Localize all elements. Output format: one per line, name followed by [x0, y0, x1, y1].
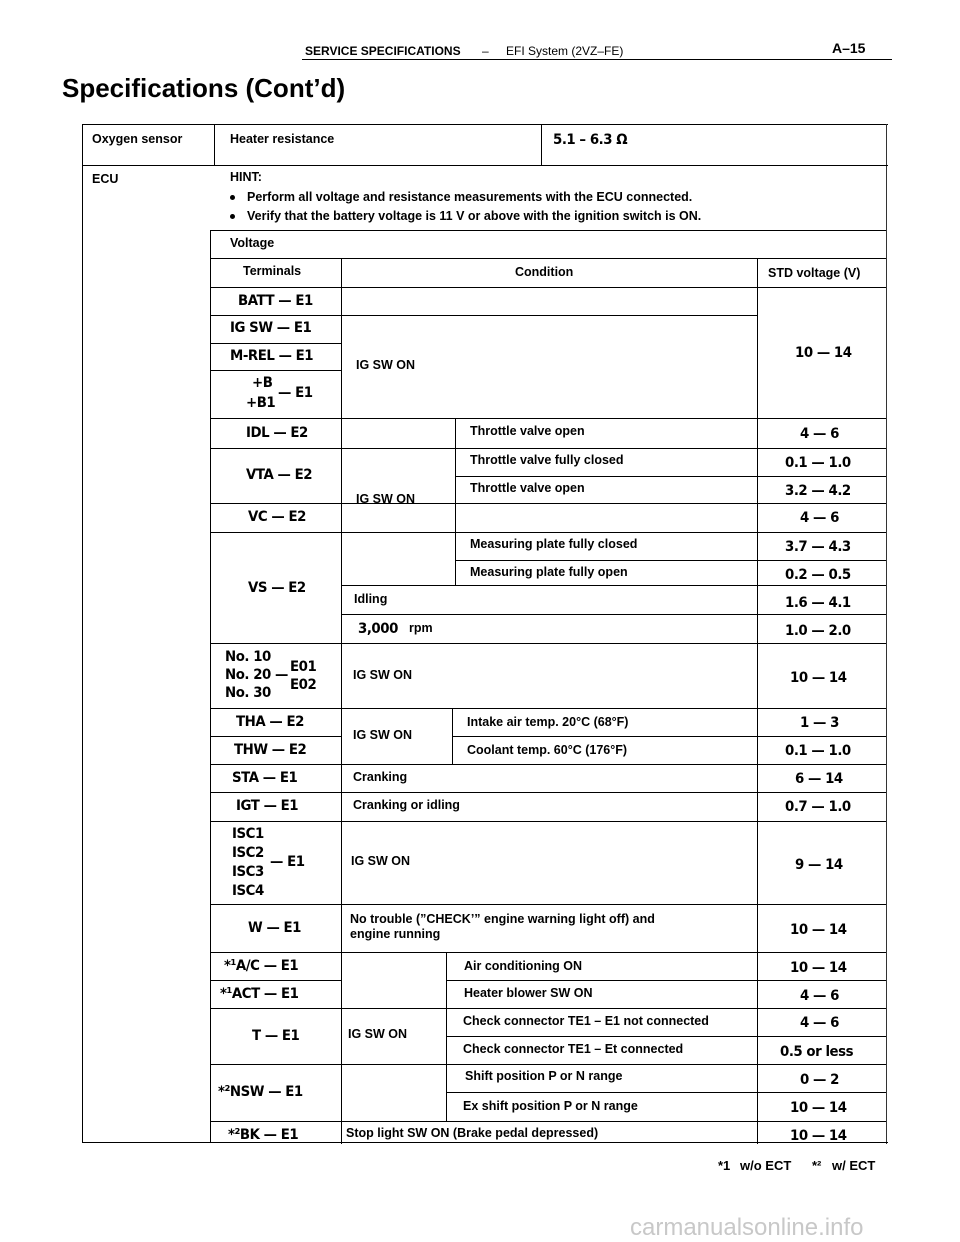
condition-cranking: Cranking: [353, 770, 408, 784]
value-vta-open: 3.2 — 4.2: [785, 483, 851, 499]
terminal-ac-e1: *¹A/C — E1: [224, 958, 299, 974]
column-terminals: Terminals: [243, 264, 302, 278]
terminal-bk-e1: *²BK — E1: [228, 1127, 299, 1143]
voltage-label: Voltage: [230, 236, 275, 250]
terminal-igt-e1: IGT — E1: [236, 798, 299, 814]
condition-throttle-open: Throttle valve open: [470, 424, 585, 438]
column-std-voltage: STD voltage (V): [768, 266, 861, 280]
condition-te1-not-connected: Check connector TE1 – E1 not connected: [463, 1014, 709, 1028]
terminal-thw-e2: THW — E2: [234, 742, 307, 758]
condition-ig-sw-on: IG SW ON: [356, 492, 416, 506]
value-nsw-pn: 0 — 2: [800, 1072, 839, 1088]
value-batt-group: 10 — 14: [795, 345, 852, 361]
terminal-nsw-e1: *²NSW — E1: [218, 1084, 303, 1100]
terminal-isc1: ISC1: [232, 826, 264, 842]
value-vs-3000: 1.0 — 2.0: [785, 623, 851, 639]
hint-item: Perform all voltage and resistance measurements with the ECU connected.: [230, 190, 692, 204]
value-w: 10 — 14: [790, 922, 847, 938]
condition-rpm-value: 3,000: [358, 621, 398, 637]
value-vs-closed: 3.7 — 4.3: [785, 539, 851, 555]
terminal-isc4: ISC4: [232, 883, 264, 899]
condition-idling: Idling: [354, 592, 388, 606]
oxygen-sensor-label: Oxygen sensor: [92, 132, 183, 146]
value-isc: 9 — 14: [795, 857, 843, 873]
terminal-no30: No. 30: [225, 685, 271, 701]
terminal-e02: E02: [290, 677, 317, 693]
terminal-act-e1: *¹ACT — E1: [220, 986, 299, 1002]
terminal-tha-e2: THA — E2: [236, 714, 304, 730]
terminal-e01: E01: [290, 659, 317, 675]
value-act: 4 — 6: [800, 988, 839, 1004]
value-igt: 0.7 — 1.0: [785, 799, 851, 815]
value-bk: 10 — 14: [790, 1128, 847, 1144]
value-sta: 6 — 14: [795, 771, 843, 787]
heater-resistance-value: 5.1 – 6.3 Ω: [553, 132, 628, 148]
terminal-t-e1: T — E1: [252, 1028, 300, 1044]
terminal-b-e1: — E1: [278, 385, 313, 401]
condition-ex-shift: Ex shift position P or N range: [463, 1099, 638, 1113]
terminal-batt-e1: BATT — E1: [238, 293, 313, 309]
header-separator: –: [482, 44, 489, 58]
footnote-2-text: w/ ECT: [832, 1158, 876, 1173]
terminal-vta-e2: VTA — E2: [246, 467, 313, 483]
header-section: SERVICE SPECIFICATIONS: [305, 44, 461, 58]
terminal-mrel-e1: M-REL — E1: [230, 348, 314, 364]
condition-throttle-open: Throttle valve open: [470, 481, 585, 495]
condition-ac-on: Air conditioning ON: [464, 959, 583, 973]
footnote-1-mark: *1: [718, 1158, 731, 1173]
header-rule: [302, 59, 892, 60]
condition-cranking-idling: Cranking or idling: [353, 798, 460, 812]
terminal-isc3: ISC3: [232, 864, 264, 880]
condition-intake-temp: Intake air temp. 20°C (68°F): [467, 715, 629, 729]
value-thw: 0.1 — 1.0: [785, 743, 851, 759]
condition-throttle-closed: Throttle valve fully closed: [470, 453, 624, 467]
condition-ig-sw-on: IG SW ON: [353, 668, 413, 682]
column-condition: Condition: [515, 265, 574, 279]
value-t-not-connected: 4 — 6: [800, 1015, 839, 1031]
terminal-isc-e1: — E1: [270, 854, 305, 870]
value-vta-closed: 0.1 — 1.0: [785, 455, 851, 471]
terminal-isc2: ISC2: [232, 845, 264, 861]
terminal-vs-e2: VS — E2: [248, 580, 306, 596]
footnote-2-mark: *²: [812, 1158, 822, 1173]
value-vs-open: 0.2 — 0.5: [785, 567, 851, 583]
condition-ig-sw-on: IG SW ON: [356, 358, 416, 372]
value-ac: 10 — 14: [790, 960, 847, 976]
value-vc: 4 — 6: [800, 510, 839, 526]
page-title: Specifications (Cont’d): [62, 73, 346, 103]
value-nsw-ex: 10 — 14: [790, 1100, 847, 1116]
condition-te1-connected: Check connector TE1 – Et connected: [463, 1042, 684, 1056]
terminal-no20: No. 20 —: [225, 667, 288, 683]
hint-item: Verify that the battery voltage is 11 V or above with the ignition switch is ON.: [230, 209, 701, 223]
terminal-igsw-e1: IG SW — E1: [230, 320, 312, 336]
heater-resistance-label: Heater resistance: [230, 132, 335, 146]
terminal-no10: No. 10: [225, 649, 271, 665]
condition-shift-pn: Shift position P or N range: [465, 1069, 623, 1083]
watermark: carmanualsonline.info: [630, 1214, 864, 1241]
page-number: A–15: [832, 40, 866, 56]
terminal-b: +B: [252, 375, 273, 391]
header-system: EFI System (2VZ–FE): [506, 44, 624, 58]
terminal-sta-e1: STA — E1: [232, 770, 298, 786]
value-idl: 4 — 6: [800, 426, 839, 442]
condition-plate-closed: Measuring plate fully closed: [470, 537, 638, 551]
condition-heater-blower: Heater blower SW ON: [464, 986, 593, 1000]
value-vs-idling: 1.6 — 4.1: [785, 595, 851, 611]
condition-ig-sw-on: IG SW ON: [351, 854, 411, 868]
condition-rpm-unit: rpm: [409, 621, 433, 635]
condition-coolant-temp: Coolant temp. 60°C (176°F): [467, 743, 628, 757]
value-no10: 10 — 14: [790, 670, 847, 686]
terminal-idl-e2: IDL — E2: [246, 425, 308, 441]
terminal-b1: +B1: [246, 395, 276, 411]
condition-engine-running: engine running: [350, 927, 441, 941]
value-tha: 1 — 3: [800, 715, 839, 731]
condition-stop-light: Stop light SW ON (Brake pedal depressed): [346, 1126, 599, 1140]
condition-ig-sw-on: IG SW ON: [348, 1027, 408, 1041]
terminal-vc-e2: VC — E2: [248, 509, 306, 525]
hint-title: HINT:: [230, 170, 262, 184]
value-t-connected: 0.5 or less: [780, 1044, 854, 1060]
ecu-label: ECU: [92, 172, 119, 186]
condition-plate-open: Measuring plate fully open: [470, 565, 628, 579]
condition-ig-sw-on: IG SW ON: [353, 728, 413, 742]
condition-no-trouble: No trouble (”CHECK’” engine warning light off) and: [350, 912, 655, 926]
footnote-1-text: w/o ECT: [740, 1158, 792, 1173]
terminal-w-e1: W — E1: [248, 920, 301, 936]
